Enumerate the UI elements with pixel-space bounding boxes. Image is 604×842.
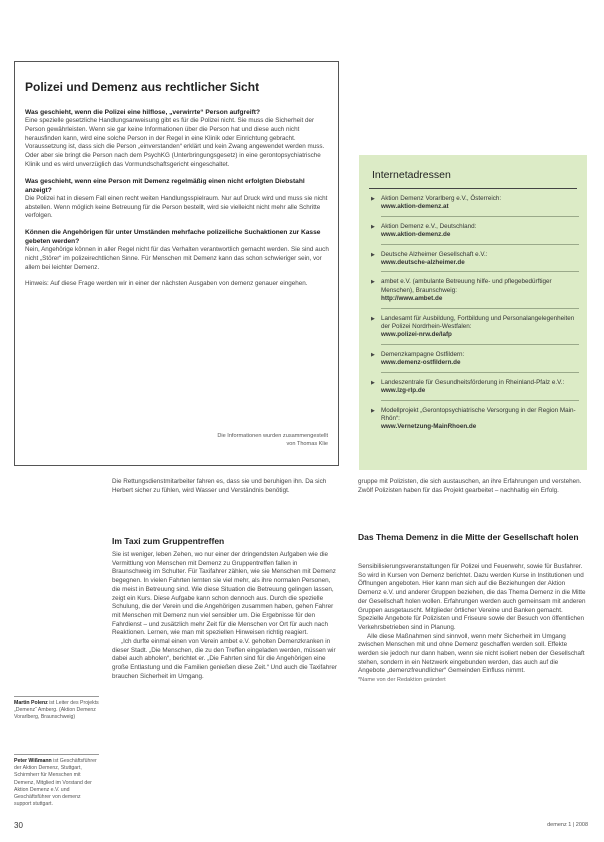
bullet-icon: ▶ xyxy=(371,223,375,230)
divider xyxy=(381,308,579,309)
bullet-icon: ▶ xyxy=(371,251,375,258)
caption-text: ist Geschäftsführer der Aktion Demenz, Stuttgart, Schirmherr für Menschen mit Demenz, Mitglied im Vorstand der Aktion Demenz e.V. und Geschäftsführer von demenz support stuttgart. xyxy=(14,758,97,808)
address-label: Demenzkampagne Ostfildern: xyxy=(381,350,465,358)
address-label: Landeszentrale für Gesundheitsförderung in Rheinland-Pfalz e.V.: xyxy=(381,378,565,386)
address-link[interactable]: www.polizei-nrw.de/lafp xyxy=(381,331,452,339)
right-section-heading: Das Thema Demenz in die Mitte der Gesellschaft holen xyxy=(358,532,579,542)
right-intro-text: gruppe mit Polizisten, die sich austauschen, an ihre Erfahrungen und verstehen. Zwölf Polizisten haben für das Projekt gearbeitet – nachhaltig ein Erfolg. xyxy=(358,478,582,494)
internet-address-list xyxy=(371,195,579,438)
internet-box-heading: Internetadressen xyxy=(372,169,451,181)
address-link[interactable]: www.aktion-demenz.at xyxy=(381,203,449,211)
author-line-1: Die Informationen wurden zusammengestellt xyxy=(217,433,328,439)
divider xyxy=(381,344,579,345)
address-label: Modellprojekt „Gerontopsychiatrische Versorgung in der Region Main-Rhön“: xyxy=(381,406,576,422)
address-item xyxy=(371,351,579,373)
right-column-body xyxy=(358,563,586,685)
author-caption-2 xyxy=(14,758,99,808)
right-paragraph-1: Sensibilisierungsveranstaltungen für Polizei und Feuerwehr, sowie für Busfahrer. So wird in Kursen von Demenz berichtet. Dazu werden Kurse in Institutionen und Öffnungen angeboten. Hier kann man sich auf die Beziehungen der Aktion Demenz e.V. und anderer Gruppen beziehen, die das Thema Demenz in die Mitte der Gesellschaft holen wollen. Erfahrungen werden auch gemeinsam mit anderen Gruppen ausgetauscht. Mitglieder örtlicher Vereine und Banken gemacht. Spezielle Angebote für Polizisten und Friseure sowie der Besuch von öffentlichen Verkehrsbetrieben sind in Planung. xyxy=(358,563,586,631)
middle-column-body xyxy=(112,551,337,682)
question-2: Was geschieht, wenn eine Person mit Demenz regelmäßig einen nicht erfolgten Diebstahl anzeigt? xyxy=(25,177,305,194)
author-caption-1 xyxy=(14,700,99,722)
bullet-icon: ▶ xyxy=(371,407,375,414)
address-item xyxy=(371,379,579,401)
answer-1: Eine spezielle gesetzliche Handlungsanweisung gibt es für die Polizei nicht. Sie muss die Sicherheit der Person gewährleisten. Wenn sie gar keine Informationen über die Person hat und diese auch nicht herausfinden kann, wird eine solche Person in der Regel in eine Klinik oder Einrichtung gebracht. Voraussetzung ist, dass sich die Person „einverstanden“ erklärt und kein Zwang angewendet werden muss. Oder aber sie bringt die Person nach dem PsychKG (Unterbringungsgesetz) in eine gerontopsychiatrische Klinik und es wird unverzüglich das Vormundschaftsgericht eingeschaltet. xyxy=(25,117,325,168)
address-label: Deutsche Alzheimer Gesellschaft e.V.: xyxy=(381,250,488,258)
issue-label: demenz 1 | 2008 xyxy=(547,822,588,828)
address-link[interactable]: www.deutsche-alzheimer.de xyxy=(381,259,465,267)
middle-paragraph-2: „Ich durfte einmal einen von Verein ambet e.V. geholten Demenzkranken in dieser Stadt. „Die Menschen, die zu den Treffen eingeladen werden, müssen wir dabei auch abholen“, berichtet er. „Die Fahrten sind für die Angehörigen eine große Entlastung und die Familien genießen diese Zeit.“ Und auch die Taxifahrer brauchen Sicherheit im Umgang. xyxy=(112,638,337,680)
address-item xyxy=(371,278,579,308)
address-link[interactable]: www.Vernetzung-MainRhoen.de xyxy=(381,423,477,431)
legal-info-box xyxy=(14,61,339,466)
bullet-icon: ▶ xyxy=(371,279,375,286)
question-1: Was geschieht, wenn die Polizei eine hilflose, „verwirrte“ Person aufgreift? xyxy=(25,109,260,116)
answer-2: Die Polizei hat in diesem Fall einen recht weiten Handlungsspielraum. Nur auf Druck wird und muss sie nicht abstellen. Wenn möglich keine Betreuung für die Person bestellt, wird sie vielleicht nicht mehr alle Schritte verfolgen. xyxy=(25,194,328,220)
address-label: Landesamt für Ausbildung, Fortbildung und Personalangelegenheiten der Polizei Nordrhein-Westfalen: xyxy=(381,314,575,331)
middle-column-intro xyxy=(112,478,337,495)
legal-box-heading: Polizei und Demenz aus rechtlicher Sicht xyxy=(25,80,260,94)
bullet-icon: ▶ xyxy=(371,379,375,386)
right-paragraph-2: Alle diese Maßnahmen sind sinnvoll, wenn mehr Sicherheit im Umgang zwischen Menschen mit und ohne Demenz geschaffen werden soll. Effekte werden sie jedoch nur dann haben, wenn sie nicht isoliert neben der Gesellschaft stehen, sondern in ein Netzwerk eingebunden werden, das auch auf die Angebote „demenzfreundlicher“ Gemeinden Einfluss nimmt. xyxy=(358,632,585,675)
right-column-intro xyxy=(358,478,586,495)
address-label: Aktion Demenz e.V., Deutschland: xyxy=(381,222,477,230)
divider xyxy=(381,216,579,217)
middle-paragraph-1: Sie ist weniger, leben Zehen, wo nur einer der dringendsten Aufgaben wie die Vermittlung von Menschen mit Demenz zu Gruppentreffen fallen in Braunschweig im Schulter. Für Taxifahrer zählen, wie sie Menschen mit Demenz begegnen. In vielen Fahrten lernten sie viel mehr, als ihre normalen Personen, die meist in Betreuung sind. Wie diese Situation die Betreuung gelingen lassen, zeigt ein Kurs. Diese Aufgabe kann schon dennoch aus. Durch die spezielle Schulung, die der Verein und die Angehörigen zusammen haben, gehen Fahrer mit Menschen mit Demenz nun viel sensibler um. Die Ergebnisse für den Fahrdienst – und zusätzlich mehr Zeit für die Menschen vor Ort für auch nach Reaktionen. Lernen, wie man mit speziellen Hinweisen richtig reagiert. xyxy=(112,551,336,637)
answer-3-note: Hinweis: Auf diese Frage werden wir in einer der nächsten Ausgaben von demenz genauer eingehen. xyxy=(25,279,308,287)
address-label: Aktion Demenz Vorarlberg e.V., Österreich: xyxy=(381,195,502,202)
bullet-icon: ▶ xyxy=(371,196,375,202)
middle-section-heading: Im Taxi zum Gruppentreffen xyxy=(112,536,225,546)
divider xyxy=(381,372,579,373)
internet-addresses-box xyxy=(359,155,587,470)
address-label: ambet e.V. (ambulante Betreuung hilfe- und pflegebedürftiger Menschen), Braunschweig: xyxy=(381,278,552,294)
author-line-2: von Thomas Klie xyxy=(286,441,328,447)
caption-text: ist Leiter des Projekts „Demenz“ Amberg. (Aktion Demenz Vorarlberg, Braunschweig) xyxy=(14,700,99,721)
address-link[interactable]: www.demenz-ostfildern.de xyxy=(381,359,461,367)
address-item xyxy=(371,251,579,273)
middle-intro-text: Die Rettungsdienstmitarbeiter fahren es, dass sie und beruhigen ihn. Da sich Herbert sicher zu fühlen, wird Wasser und Verständnis benötigt. xyxy=(112,478,327,494)
divider xyxy=(381,400,579,401)
address-item xyxy=(371,407,579,432)
page-number: 30 xyxy=(14,821,23,830)
address-item xyxy=(371,315,579,345)
legal-box-author xyxy=(158,432,328,448)
divider xyxy=(381,244,579,245)
bullet-icon: ▶ xyxy=(371,351,375,358)
address-item xyxy=(371,223,579,245)
address-link[interactable]: www.aktion-demenz.de xyxy=(381,231,451,239)
answer-3: Nein, Angehörige können in aller Regel nicht für das Verhalten verantwortlich gemacht werden. Sie sind auch nicht „Störer“ im polizeirechtlichen Sinne. Für Menschen mit Demenz kann das schon schwieriger sein, vor allem bei leichter Demenz. xyxy=(25,246,329,271)
legal-box-body xyxy=(25,108,331,288)
caption-name: Peter Wißmann xyxy=(14,758,52,764)
caption-rule xyxy=(14,696,99,697)
divider xyxy=(381,271,579,272)
address-link[interactable]: http://www.ambet.de xyxy=(381,295,443,303)
caption-rule xyxy=(14,754,99,755)
right-footnote: *Name von der Redaktion geändert xyxy=(358,677,446,684)
bullet-icon: ▶ xyxy=(371,315,375,322)
internet-box-rule xyxy=(369,188,577,189)
question-3: Können die Angehörigen für unter Umständen mehrfache polizeiliche Suchaktionen zur Kasse gebeten werden? xyxy=(25,229,321,246)
address-link[interactable]: www.lzg-rlp.de xyxy=(381,387,426,395)
caption-name: Martin Polenz xyxy=(14,700,48,706)
address-item xyxy=(371,195,579,217)
